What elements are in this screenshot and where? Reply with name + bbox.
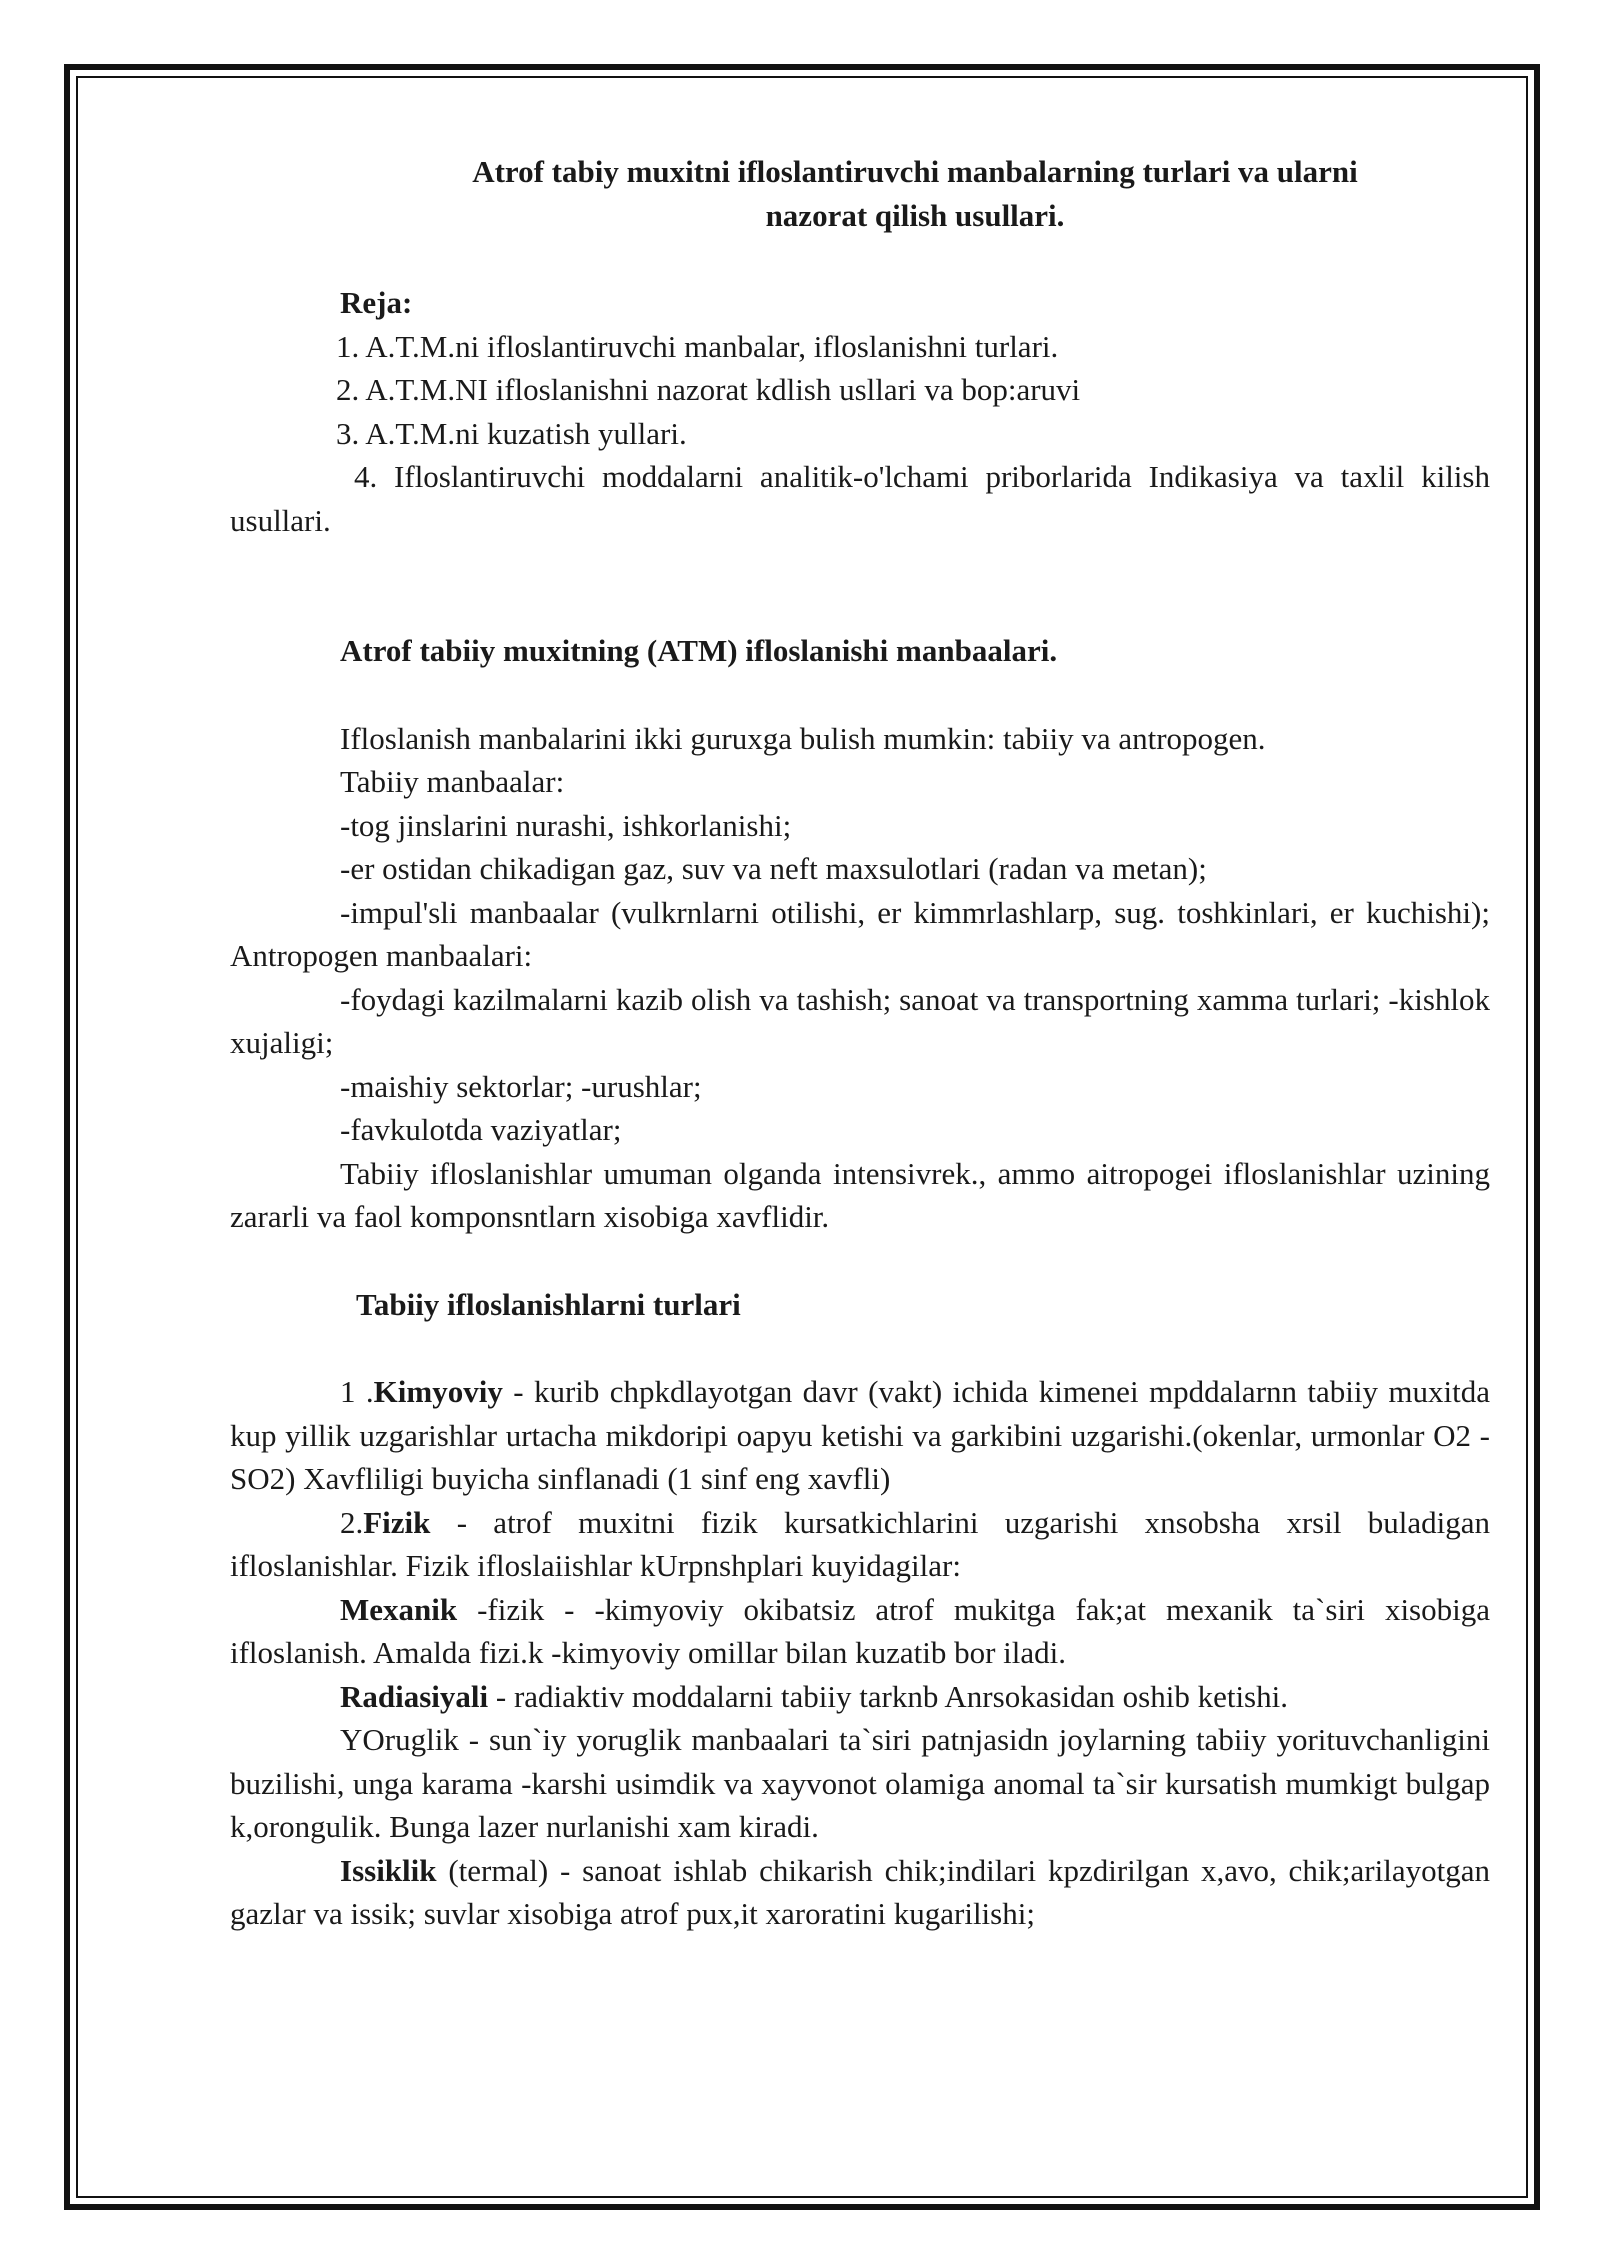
- natural-sources-heading: Tabiiy manbaalar:: [340, 764, 565, 799]
- paragraph-conclusion: Tabiiy ifloslanishlar umuman olganda intensivrek., ammo aitropogei ifloslanishlar uzining zararli va faol komponsntlarn xisobiga xavflidir.: [230, 1155, 1490, 1234]
- document-title-line2: nazorat qilish usullari.: [765, 197, 1065, 233]
- paragraph-light: YOruglik - sun`iy yoruglik manbaalari ta`siri patnjasidn joylarning tabiiy yorituvchanligini buzilishi, unga karama -karshi usimdik va xayvonot olamiga anomal ta`sir kursatish mumkigt bulgap k,orongulik. Bunga lazer nurlanishi xam kiradi.: [230, 1722, 1490, 1844]
- paragraph-thermal: [230, 1849, 1490, 1936]
- plan-heading: Reja:: [340, 285, 413, 320]
- plan-item: 3. A.T.M.ni kuzatish yullari.: [336, 415, 687, 451]
- definition-text: - atrof muxitni fizik kursatkichlarini uzgarishi xnsobsha xrsil buladigan ifloslanishlar. Fizik ifloslaiishlar kUrpnshplari kuyidagilar:: [230, 1504, 1490, 1583]
- plan-item: 1. A.T.M.ni ifloslantiruvchi manbalar, ifloslanishni turlari.: [336, 328, 1059, 364]
- source-item: -favkulotda vaziyatlar;: [340, 1112, 622, 1147]
- term-thermal: Issiklik: [340, 1852, 437, 1888]
- term-radiation: Radiasiyali: [340, 1678, 489, 1714]
- paragraph-physical: [230, 1501, 1490, 1588]
- term-physical: Fizik: [363, 1504, 431, 1540]
- item-number: 1 .: [340, 1374, 374, 1409]
- item-number: 2.: [340, 1504, 364, 1540]
- document-title-line1: Atrof tabiy muxitni ifloslantiruvchi manbalarning turlari va ularni: [472, 154, 1358, 189]
- definition-text: - radiaktiv moddalarni tabiiy tarknb Anrsokasidan oshib ketishi.: [488, 1678, 1288, 1714]
- source-item: -impul'sli manbaalar (vulkrnlarni otilishi, er kimmrlashlarp, sug. toshkinlari, er kuchishi); Antropogen manbaalari:: [230, 894, 1490, 973]
- paragraph-intro: Ifloslanish manbalarini ikki guruxga bulish mumkin: tabiiy va antropogen.: [340, 720, 1266, 756]
- definition-text: - kurib chpkdlayotgan davr (vakt) ichida kimenei mpddalarnn tabiiy muxitda kup yillik uzgarishlar urtacha mikdoripi oapyu ketishi va garkibini uzgarishi.(okenlar, urmonlar O2 -SO2) Xavfliligi buyicha sinflanadi (1 sinf eng xavfli): [230, 1374, 1491, 1496]
- plan-item: 4. Ifloslantiruvchi moddalarni analitik-o'lchami priborlarida Indikasiya va taxlil kilish usullari.: [230, 459, 1490, 538]
- spacer: [230, 673, 1490, 717]
- paragraph-mechanical: [230, 1588, 1490, 1675]
- definition-text: -fizik - -kimyoviy okibatsiz atrof mukitga fak;at mexanik ta`siri xisobiga ifloslanish. Amalda fizi.k -kimyoviy omillar bilan kuzatib bor iladi.: [230, 1591, 1490, 1670]
- source-item: -maishiy sektorlar; -urushlar;: [340, 1068, 702, 1104]
- section-heading-sources: Atrof tabiiy muxitning (ATM) ifloslanishi manbaalari.: [340, 633, 1058, 668]
- spacer: [230, 1239, 1490, 1283]
- source-item: -er ostidan chikadigan gaz, suv va neft maxsulotlari (radan va metan);: [340, 851, 1207, 886]
- source-item: -tog jinslarini nurashi, ishkorlanishi;: [340, 807, 792, 843]
- document-body: [230, 150, 1490, 1936]
- source-item: -foydagi kazilmalarni kazib olish va tashish; sanoat va transportning xamma turlari; -kishlok xujaligi;: [230, 981, 1490, 1060]
- section-heading-types: Tabiiy ifloslanishlarni turlari: [356, 1286, 741, 1322]
- spacer: [230, 237, 1490, 281]
- plan-item: 2. A.T.M.NI ifloslanishni nazorat kdlish usllari va bop:aruvi: [336, 372, 1081, 407]
- paragraph-chemical: [230, 1370, 1490, 1501]
- term-chemical: Kimyoviy: [373, 1374, 503, 1409]
- spacer: [230, 542, 1490, 629]
- definition-text: (termal) - sanoat ishlab chikarish chik;indilari kpzdirilgan x,avo, chik;arilayotgan gazlar va issik; suvlar xisobiga atrof pux,it xaroratini kugarilishi;: [230, 1852, 1490, 1931]
- term-mechanical: Mexanik: [340, 1591, 458, 1627]
- paragraph-radiation: [230, 1675, 1490, 1719]
- spacer: [230, 1326, 1490, 1370]
